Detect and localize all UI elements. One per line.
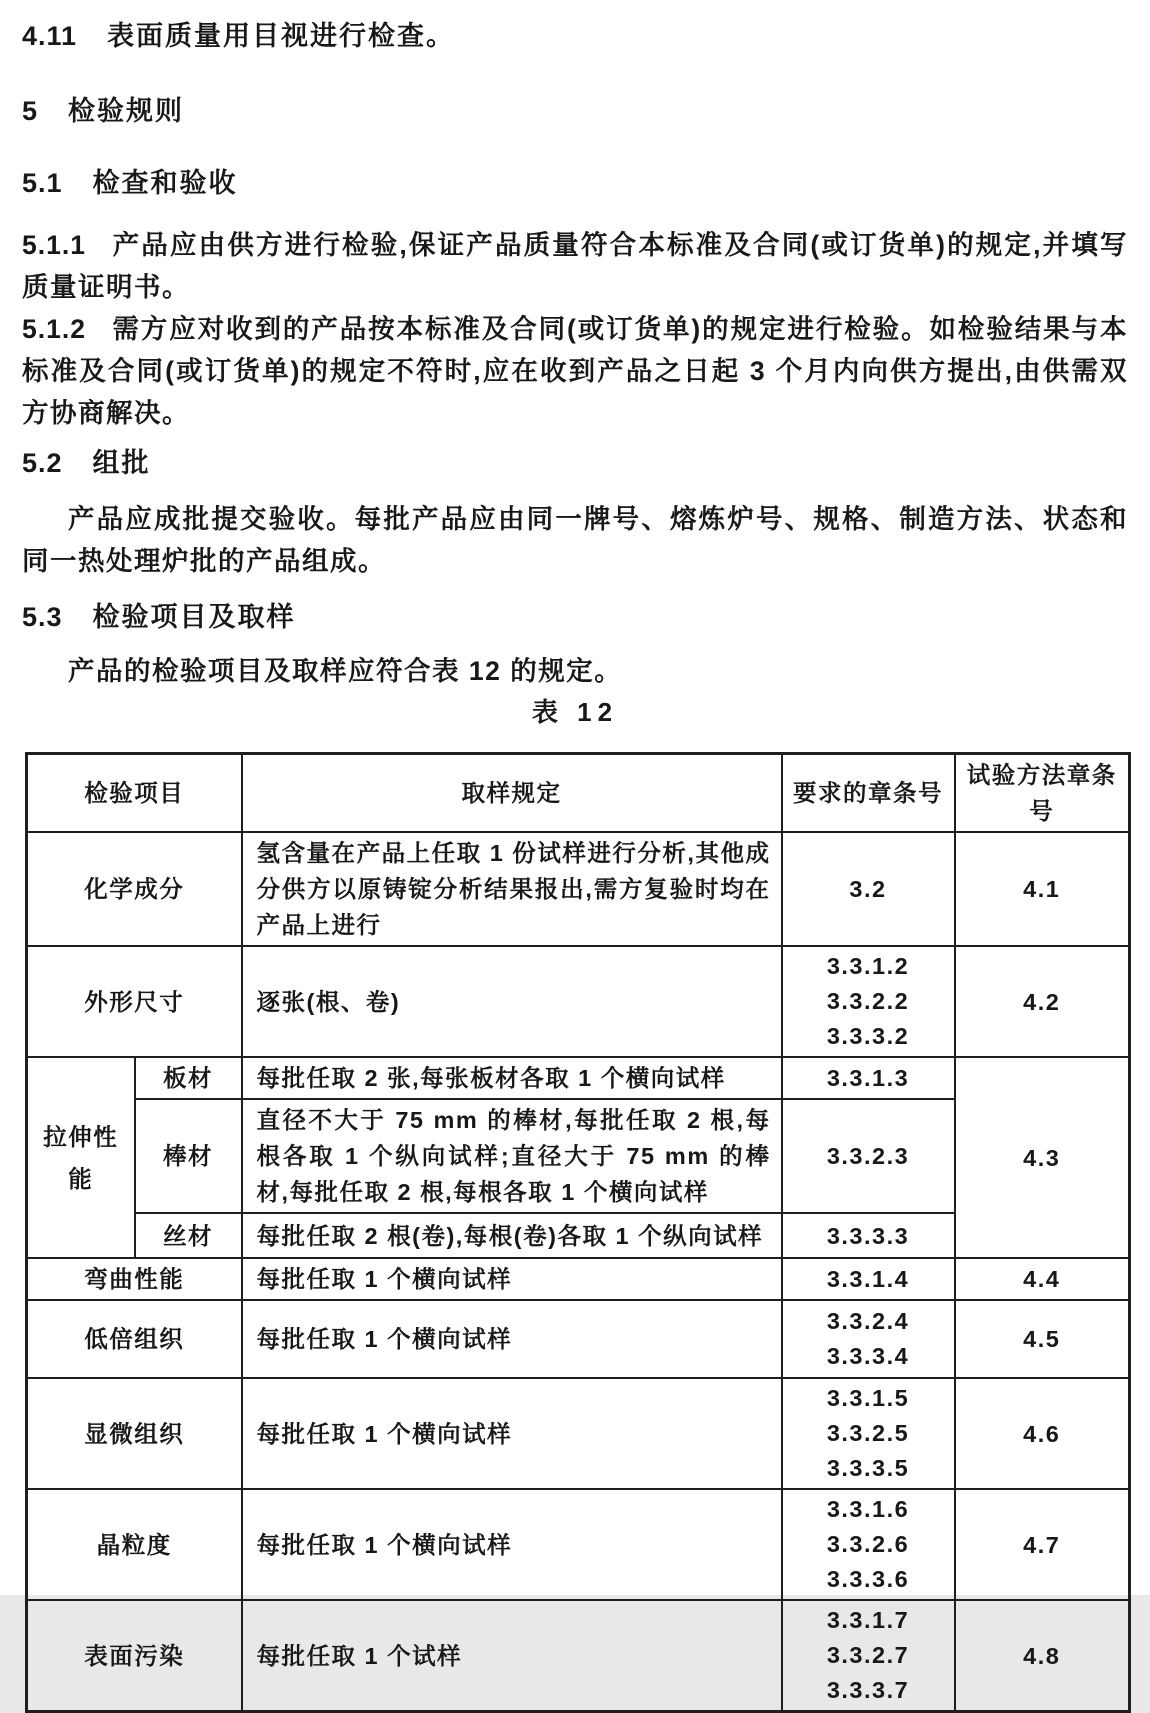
- requirement-ref-cell: 3.3.3.3: [782, 1213, 955, 1258]
- ref-line: 3.3.2.6: [826, 1531, 910, 1557]
- table-row-tensile-sheet: [27, 1057, 1130, 1099]
- sub-item-cell: 棒材: [135, 1099, 242, 1213]
- table-row-macrostructure: [27, 1300, 1130, 1378]
- column-header-requirement-ref: 要求的章条号: [782, 754, 955, 833]
- method-ref-cell: 4.4: [955, 1258, 1130, 1300]
- table-row-microstructure: [27, 1378, 1130, 1489]
- clause-number: 5.1: [22, 168, 63, 198]
- paragraph-text: 产品应由供方进行检验,保证产品质量符合本标准及合同(或订货单)的规定,并填写质量证明书。: [22, 230, 1128, 302]
- ref-line: 3.3.3.5: [826, 1455, 910, 1481]
- clause-heading-5-1: [22, 165, 1128, 201]
- clause-title: 组批: [92, 448, 151, 478]
- paragraph-5-3: [22, 650, 1128, 692]
- column-header-sampling: 取样规定: [242, 754, 782, 833]
- sampling-cell: 每批任取 2 张,每张板材各取 1 个横向试样: [242, 1057, 782, 1099]
- method-ref-cell: 4.7: [955, 1489, 1130, 1600]
- item-cell: 弯曲性能: [27, 1258, 242, 1300]
- requirement-ref-cell: [782, 1378, 955, 1489]
- clause-heading-4-11: [22, 18, 1128, 54]
- ref-line: 3.3.3.7: [826, 1677, 910, 1703]
- paragraph-5-1-2: [22, 308, 1128, 434]
- paragraph-5-2: [22, 498, 1128, 582]
- clause-title: 表面质量用目视进行检查。: [107, 21, 456, 51]
- requirement-ref-cell: 3.3.1.4: [782, 1258, 955, 1300]
- sampling-cell: 每批任取 1 个横向试样: [242, 1300, 782, 1378]
- requirement-ref-cell: [782, 1300, 955, 1378]
- sampling-cell: 每批任取 1 个横向试样: [242, 1378, 782, 1489]
- sampling-cell: 每批任取 1 个横向试样: [242, 1489, 782, 1600]
- paragraph-5-1-1: [22, 224, 1128, 308]
- method-ref-cell: 4.1: [955, 832, 1130, 946]
- paragraph-text: 需方应对收到的产品按本标准及合同(或订货单)的规定进行检验。如检验结果与本标准及合同(或订货单)的规定不符时,应在收到产品之日起 3 个月内向供方提出,由供需双方协商解决。: [22, 314, 1128, 428]
- sampling-cell: 每批任取 2 根(卷),每根(卷)各取 1 个纵向试样: [242, 1213, 782, 1258]
- ref-line: 3.3.3.4: [826, 1343, 910, 1369]
- table-row-dimensions: [27, 946, 1130, 1057]
- requirement-ref-cell: [782, 946, 955, 1057]
- requirement-ref-cell: [782, 1489, 955, 1600]
- sampling-cell: 每批任取 1 个试样: [242, 1600, 782, 1712]
- ref-line: 3.3.2.2: [826, 988, 910, 1014]
- column-header-item: 检验项目: [27, 754, 242, 833]
- ref-line: 3.3.1.5: [826, 1385, 910, 1411]
- clause-number: 5.1.1: [22, 230, 86, 260]
- table-row-grain-size: [27, 1489, 1130, 1600]
- method-ref-cell: 4.8: [955, 1600, 1130, 1712]
- clause-title: 检验规则: [68, 96, 185, 126]
- ref-line: 3.3.2.5: [826, 1420, 910, 1446]
- item-cell: 表面污染: [27, 1600, 242, 1712]
- ref-line: 3.3.1.7: [826, 1607, 910, 1633]
- sub-item-cell: 板材: [135, 1057, 242, 1099]
- item-cell: 低倍组织: [27, 1300, 242, 1378]
- clause-heading-5-3: [22, 599, 1128, 635]
- requirement-ref-cell: [782, 1600, 955, 1712]
- item-cell: 化学成分: [27, 832, 242, 946]
- method-ref-cell: 4.6: [955, 1378, 1130, 1489]
- item-cell: 外形尺寸: [27, 946, 242, 1057]
- item-cell-tensile: 拉伸性能: [27, 1057, 135, 1258]
- item-cell: 晶粒度: [27, 1489, 242, 1600]
- sampling-cell: 直径不大于 75 mm 的棒材,每批任取 2 根,每根各取 1 个纵向试样;直径大于 75 mm 的棒材,每批任取 2 根,每根各取 1 个横向试样: [242, 1099, 782, 1213]
- column-header-method-ref: 试验方法章条号: [955, 754, 1130, 833]
- item-cell: 显微组织: [27, 1378, 242, 1489]
- clause-title: 检验项目及取样: [92, 602, 296, 632]
- ref-line: 3.3.1.6: [826, 1496, 910, 1522]
- sampling-cell: 氢含量在产品上任取 1 份试样进行分析,其他成分供方以原铸锭分析结果报出,需方复验时均在产品上进行: [242, 832, 782, 946]
- clause-title: 检查和验收: [92, 168, 238, 198]
- clause-heading-5: [22, 93, 1128, 129]
- clause-number: 5: [22, 96, 39, 126]
- method-ref-cell: 4.5: [955, 1300, 1130, 1378]
- table-caption: 表 12: [531, 697, 619, 727]
- sampling-cell: 逐张(根、卷): [242, 946, 782, 1057]
- clause-number: 5.2: [22, 448, 63, 478]
- inspection-items-table: [25, 752, 1131, 1713]
- requirement-ref-cell: 3.3.1.3: [782, 1057, 955, 1099]
- clause-number: 4.11: [22, 21, 78, 51]
- requirement-ref-cell: 3.3.2.3: [782, 1099, 955, 1213]
- ref-line: 3.3.2.7: [826, 1642, 910, 1668]
- clause-number: 5.3: [22, 602, 63, 632]
- ref-line: 3.3.1.2: [826, 953, 910, 979]
- method-ref-cell: 4.2: [955, 946, 1130, 1057]
- paragraph-text: 产品的检验项目及取样应符合表 12 的规定。: [68, 656, 623, 686]
- ref-line: 3.3.3.6: [826, 1566, 910, 1592]
- paragraph-text: 产品应成批提交验收。每批产品应由同一牌号、熔炼炉号、规格、制造方法、状态和同一热处理炉批的产品组成。: [22, 504, 1128, 576]
- ref-line: 3.3.3.2: [826, 1023, 910, 1049]
- table-row-surface-contamination: [27, 1600, 1130, 1712]
- sub-item-cell: 丝材: [135, 1213, 242, 1258]
- table-row-bending: [27, 1258, 1130, 1300]
- sampling-cell: 每批任取 1 个横向试样: [242, 1258, 782, 1300]
- clause-number: 5.1.2: [22, 314, 86, 344]
- ref-line: 3.3.2.4: [826, 1308, 910, 1334]
- table-header-row: [27, 754, 1130, 833]
- method-ref-cell: 4.3: [955, 1057, 1130, 1258]
- requirement-ref-cell: 3.2: [782, 832, 955, 946]
- table-row-chemical-composition: [27, 832, 1130, 946]
- clause-heading-5-2: [22, 445, 1128, 481]
